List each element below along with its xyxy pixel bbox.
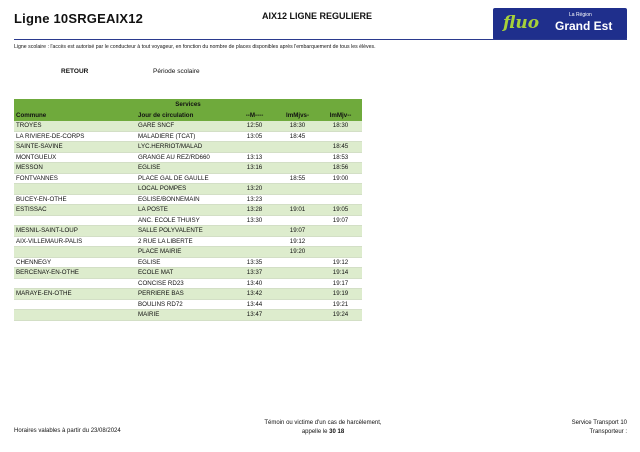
cell-stop: LOCAL POMPES [138,185,187,193]
cell-service-3: 19:19 [332,290,349,298]
cell-service-2: 18:30 [289,122,306,130]
column-header-day: Jour de circulation [138,112,194,119]
cell-service-3: 18:56 [332,164,349,172]
fluo-grand-est-logo [493,8,627,40]
period-label: Période scolaire [153,68,200,75]
direction-label: RETOUR [61,68,89,75]
table-row [14,216,362,227]
cell-stop: LA POSTE [138,206,168,214]
table-row [14,132,362,143]
cell-commune: MARAYE-EN-OTHE [16,290,72,298]
service-name: Service Transport 10 [571,420,627,426]
timetable-body [14,121,362,321]
cell-service-1: 13:20 [246,185,263,193]
cell-service-3: 19:14 [332,269,349,277]
table-row [14,310,362,321]
validity-date: Horaires valables à partir du 23/08/2024 [14,428,121,434]
table-row [14,121,362,132]
cell-service-2: 18:45 [289,132,306,140]
help-line-2-prefix: appelle le [301,429,328,435]
cell-service-3: 19:12 [332,258,349,266]
cell-stop: BOULINS RD72 [138,300,183,308]
line-name: AIX12 LIGNE REGULIERE [262,11,373,21]
column-header-service-3: lmMjv-- [329,112,352,119]
services-label: Services [175,101,201,108]
cell-stop: PLACE GAL DE GAULLE [138,174,209,182]
table-row [14,174,362,185]
cell-service-3: 19:05 [332,206,349,214]
cell-stop: 2 RUE LA LIBERTE [138,237,193,245]
cell-stop: ECOLE MAT [138,269,174,277]
cell-stop: MAIRIE [138,311,160,319]
cell-service-3: 19:21 [332,300,349,308]
logo-region-big: Grand Est [555,19,613,33]
cell-service-1: 13:23 [246,195,263,203]
help-phone-number[interactable]: 30 18 [329,429,345,435]
cell-stop: ANC. ECOLE THUISY [138,216,200,224]
cell-service-1: 13:35 [246,258,263,266]
cell-service-1: 13:40 [246,279,263,287]
cell-commune: BERCENAY-EN-OTHE [16,269,79,277]
cell-commune: MONTGUEUX [16,153,57,161]
column-header-row [14,110,362,121]
cell-service-1: 13:37 [246,269,263,277]
cell-service-3: 18:45 [332,143,349,151]
help-line-2 [238,428,408,437]
cell-stop: LYC.HERRIOT/MALAD [138,143,203,151]
cell-commune: MESSON [16,164,43,172]
cell-commune: BUCEY-EN-OTHE [16,195,67,203]
cell-service-3: 19:00 [332,174,349,182]
cell-commune: AIX-VILLEMAUR-PALIS [16,237,83,245]
cell-commune: MESNIL-SAINT-LOUP [16,227,78,235]
cell-commune: FONTVANNES [16,174,58,182]
table-row [14,153,362,164]
cell-stop: PLACE MAIRIE [138,248,182,256]
table-row [14,205,362,216]
cell-service-1: 12:50 [246,122,263,130]
cell-service-1: 13:47 [246,311,263,319]
table-row [14,300,362,311]
cell-service-1: 13:28 [246,206,263,214]
timetable [14,99,362,321]
table-row [14,247,362,258]
logo-brand-text: fluo [503,13,540,33]
cell-commune: CHENNEGY [16,258,52,266]
cell-service-3: 19:24 [332,311,349,319]
school-line-notice: Ligne scolaire : l'accès est autorisé par le conducteur à tout voyageur, en fonction du nombre de places disponibles après l'embarquement de tous les élèves. [14,44,376,50]
help-line-1: Témoin ou victime d'un cas de harcèlement, [264,420,382,426]
table-row [14,184,362,195]
column-header-commune: Commune [16,112,47,119]
cell-service-1: 13:42 [246,290,263,298]
cell-stop: EGLISE [138,258,161,266]
cell-service-1: 13:16 [246,164,263,172]
cell-service-2: 19:01 [289,206,306,214]
cell-stop: SALLE POLYVALENTE [138,227,203,235]
page-title: Ligne 10SRGEAIX12 [14,11,144,26]
cell-stop: CONCISE RD23 [138,279,184,287]
cell-commune: LA RIVIERE-DE-CORPS [16,132,85,140]
cell-stop: GRANGE AU REZ/RD660 [138,153,210,161]
column-header-service-1: --M---- [245,112,264,119]
cell-stop: MALADIERE (TCAT) [138,132,196,140]
logo-region-small: La Région [569,12,592,18]
cell-service-2: 19:12 [289,237,306,245]
carrier-label: Transporteur : [589,429,627,435]
table-row [14,258,362,269]
service-info [572,419,627,437]
cell-service-2: 19:20 [289,248,306,256]
table-row [14,195,362,206]
cell-stop: EGLISE [138,164,161,172]
table-row [14,268,362,279]
harassment-help [238,419,408,437]
cell-service-1: 13:05 [246,132,263,140]
cell-service-3: 18:53 [332,153,349,161]
table-row [14,289,362,300]
services-header-row [14,99,362,110]
cell-stop: PERRIERE BAS [138,290,184,298]
cell-stop: EGLISE/BONNEMAIN [138,195,200,203]
cell-service-1: 13:44 [246,300,263,308]
cell-service-1: 13:30 [246,216,263,224]
cell-service-3: 18:30 [332,122,349,130]
cell-service-3: 19:17 [332,279,349,287]
cell-service-2: 18:55 [289,174,306,182]
cell-commune: TROYES [16,122,42,130]
header-divider [14,39,627,40]
cell-service-1: 13:13 [246,153,263,161]
cell-commune: SAINTE-SAVINE [16,143,63,151]
cell-service-2: 19:07 [289,227,306,235]
table-row [14,163,362,174]
table-row [14,237,362,248]
column-header-service-2: lmMjvs- [285,112,310,119]
cell-stop: GARE SNCF [138,122,175,130]
cell-commune: ESTISSAC [16,206,47,214]
cell-service-3: 19:07 [332,216,349,224]
table-row [14,279,362,290]
table-row [14,142,362,153]
table-row [14,226,362,237]
